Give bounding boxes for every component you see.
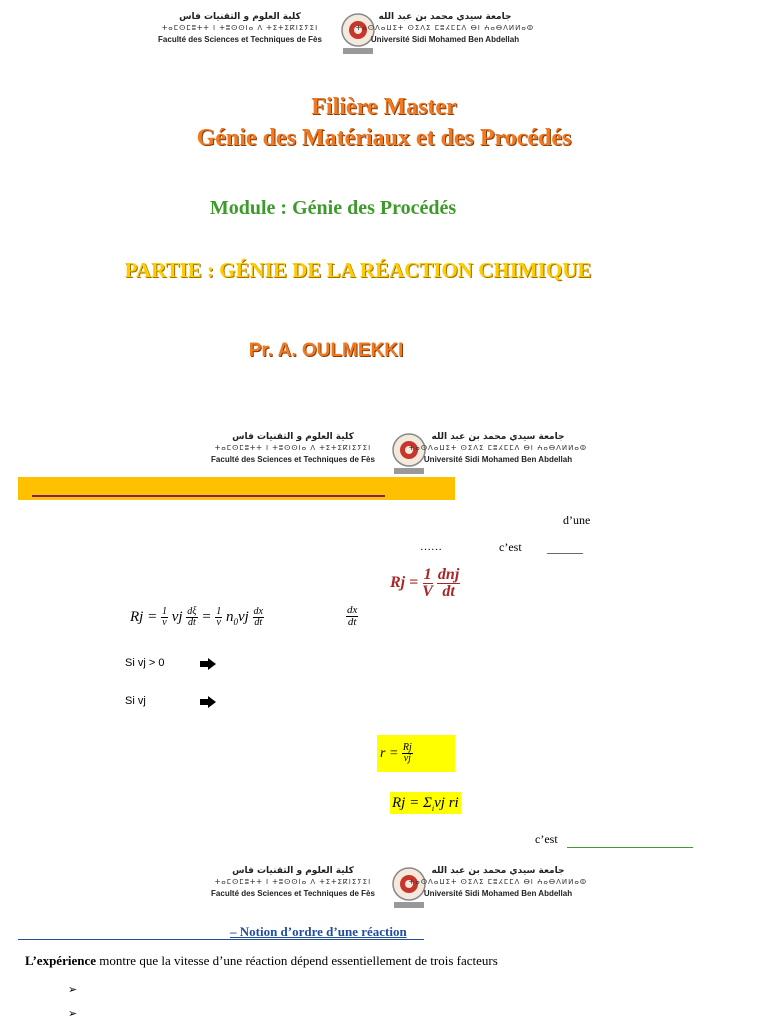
equation-r-highlight: r = $\frac{Rj}{vj}$ xyxy=(377,735,455,772)
eq-equals: = xyxy=(409,574,419,592)
university-tifinagh: ⵜⴰⵙⴷⴰⵡⵉⵜ ⵙⵉⴷⵉ ⵎⵓⵃⵎⵎⴷ ⴱⵏ ⵄⴰⴱⴷⵍⵍⴰⵀ xyxy=(408,444,588,452)
university-french: Université Sidi Mohamed Ben Abdellah xyxy=(370,35,520,44)
header-slide3 xyxy=(193,866,603,918)
banner-underline xyxy=(32,495,385,497)
text-cest-2: c’est xyxy=(535,832,558,846)
faculty-tifinagh: ⵜⴰⵎⵙⵎⵓⵜⵜ ⵏ ⵜⵓⵙⵙⵏⴰ ⴷ ⵜⵉⵜⵉⴽⵏⵉⵢⵉⵏ xyxy=(161,24,319,32)
university-block xyxy=(398,432,598,465)
cover-partie: PARTIE : GÉNIE DE LA RÉACTION CHIMIQUE xyxy=(124,258,592,282)
faculty-arabic: كلية العلوم و التقنيات فاس xyxy=(179,12,301,22)
text-blank: ______ xyxy=(547,541,583,555)
faculty-arabic: كلية العلوم و التقنيات فاس xyxy=(232,432,354,442)
arrow-right-icon xyxy=(200,658,216,670)
equation-rj-extent: Rj = $\frac{1}{v}$ vj $\frac{d\xi}{dt}$ = $\frac{1}{v}$ $n_0vj$ $\frac{dx}{dt}$ xyxy=(130,606,263,628)
section-heading: – Notion d’ordre d’une réaction xyxy=(230,924,407,939)
text-dots: …… xyxy=(420,541,442,553)
cover-professor: Pr. A. OULMEKKI xyxy=(248,340,404,361)
faculty-block xyxy=(140,12,340,45)
university-arabic: جامعة سيدي محمد بن عبد الله xyxy=(431,866,565,876)
faculty-arabic: كلية العلوم و التقنيات فاس xyxy=(232,866,354,876)
faculty-french: Faculté des Sciences et Techniques de Fès xyxy=(211,889,375,898)
paragraph-bold: L’expérience xyxy=(25,953,96,968)
eq-frac-1-over-v: $\frac{1}{V}$ xyxy=(422,566,433,600)
text-si-vj: Si vj xyxy=(125,695,146,707)
cover-title-line2: Génie des Matériaux et des Procédés xyxy=(196,125,572,151)
university-tifinagh: ⵜⴰⵙⴷⴰⵡⵉⵜ ⵙⵉⴷⵉ ⵎⵓⵃⵎⵎⴷ ⴱⵏ ⵄⴰⴱⴷⵍⵍⴰⵀ xyxy=(355,24,535,32)
arrow-right-icon xyxy=(200,696,216,708)
cover-module: Module : Génie des Procédés xyxy=(209,197,457,219)
paragraph-text: montre que la vitesse d’une réaction dépend essentiellement de trois facteurs xyxy=(96,953,498,968)
university-arabic: جامعة سيدي محمد بن عبد الله xyxy=(378,12,512,22)
text-cest: c’est xyxy=(499,540,522,554)
section-rule xyxy=(18,939,424,940)
bullet-item-1: ➢ xyxy=(68,983,78,996)
equation-rj-definition xyxy=(390,567,460,600)
faculty-block xyxy=(193,432,393,465)
faculty-tifinagh: ⵜⴰⵎⵙⵎⵓⵜⵜ ⵏ ⵜⵓⵙⵙⵏⴰ ⴷ ⵜⵉⵜⵉⴽⵏⵉⵢⵉⵏ xyxy=(214,878,372,886)
eq-rj: Rj xyxy=(390,574,406,592)
equation-sum-highlight: $Rj = \Sigma_ivj$ ri xyxy=(390,792,461,814)
university-arabic: جامعة سيدي محمد بن عبد الله xyxy=(431,432,565,442)
header-top xyxy=(140,12,550,64)
university-block xyxy=(345,12,545,45)
faculty-french: Faculté des Sciences et Techniques de Fès xyxy=(211,455,375,464)
faculty-block xyxy=(193,866,393,899)
equation-dx-dt: $\frac{dx}{dt}$ xyxy=(347,604,358,628)
bullet-item-2: ➢ xyxy=(68,1007,78,1020)
university-french: Université Sidi Mohamed Ben Abdellah xyxy=(423,889,573,898)
faculty-french: Faculté des Sciences et Techniques de Fès xyxy=(158,35,322,44)
cover-title-line1: Filière Master xyxy=(311,94,457,120)
text-dune: d’une xyxy=(563,513,591,527)
paragraph-experience xyxy=(25,953,498,969)
faculty-tifinagh: ⵜⴰⵎⵙⵎⵓⵜⵜ ⵏ ⵜⵓⵙⵙⵏⴰ ⴷ ⵜⵉⵜⵉⴽⵏⵉⵢⵉⵏ xyxy=(214,444,372,452)
eq-frac-dnj-dt: $\frac{\text{dnj}}{dt}$ xyxy=(437,566,460,600)
green-underline xyxy=(567,847,693,848)
university-french: Université Sidi Mohamed Ben Abdellah xyxy=(423,455,573,464)
university-tifinagh: ⵜⴰⵙⴷⴰⵡⵉⵜ ⵙⵉⴷⵉ ⵎⵓⵃⵎⵎⴷ ⴱⵏ ⵄⴰⴱⴷⵍⵍⴰⵀ xyxy=(408,878,588,886)
text-si-positive: Si vj > 0 xyxy=(125,657,165,669)
university-block xyxy=(398,866,598,899)
